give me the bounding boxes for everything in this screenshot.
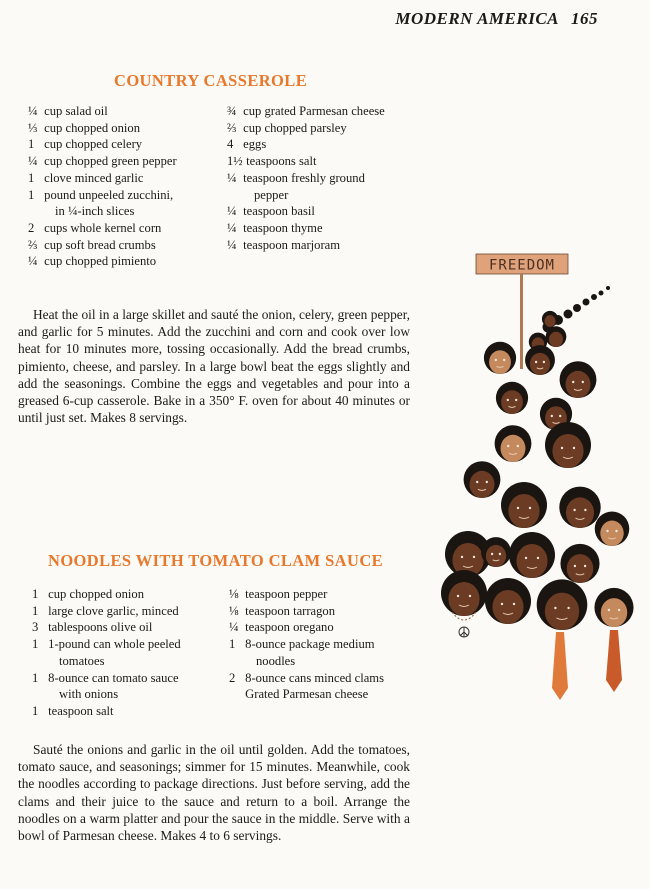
ingredient-text: teaspoon pepper [245, 587, 328, 601]
ingredient-quantity: ¼ [227, 220, 237, 235]
ingredient-quantity: 1 [229, 637, 236, 652]
sign-text: FREEDOM [488, 257, 556, 274]
ingredient-item [28, 170, 177, 187]
ingredient-text: Grated Parmesan cheese [245, 687, 369, 702]
ingredient-text: 8-ounce package medium [245, 637, 375, 652]
ingredient-item [227, 120, 385, 137]
ingredient-text: 8-ounce can tomato sauce [48, 670, 179, 685]
ingredient-item [227, 103, 385, 120]
ingredient-item [227, 170, 385, 187]
ingredient-text: cup chopped celery [44, 137, 143, 152]
ingredient-text: teaspoon oregano [245, 620, 334, 635]
ingredient-quantity: ⅔ [227, 120, 237, 135]
ingredient-text: cup salad oil [44, 104, 108, 118]
ingredient-quantity: 1 [32, 670, 39, 685]
ingredient-quantity: 2 [229, 670, 236, 685]
ingredient-quantity: ¼ [227, 204, 237, 219]
ingredient-quantity: 1 [32, 587, 39, 601]
ingredient-text: teaspoons salt [246, 154, 317, 169]
ingredient-text: cup chopped onion [44, 120, 140, 135]
ingredient-quantity: 4 [227, 137, 234, 152]
page-number: 165 [571, 9, 598, 28]
ingredient-text: large clove garlic, minced [48, 603, 179, 618]
recipe-method-noodles-clam-sauce: Sauté the onions and garlic in the oil until golden. Add the tomatoes, tomato sauce, and seasonings; simmer for 15 minutes. Meanwhile, cook the noodles according to package directions. Just before serving, add the clams and their juice to the sauce and return to a boil. Arrange the noodles on a warm platter and pour the sauce in the middle. Serve with a bowl of Parmesan cheese. Makes 4 to 6 servings. [18, 742, 410, 844]
ingredient-item [28, 103, 177, 120]
ingredient-quantity: ¼ [28, 254, 38, 269]
ingredient-column-right [227, 103, 385, 253]
ingredient-quantity: 1 [28, 137, 35, 152]
ingredient-item [28, 120, 177, 137]
ingredient-continuation: in ¼-inch slices [55, 204, 135, 219]
ingredient-quantity: ¼ [227, 237, 237, 252]
ingredient-quantity: 3 [32, 620, 39, 635]
ingredient-text: eggs [243, 137, 267, 152]
ingredient-item [227, 136, 385, 153]
freedom-crowd-illustration [438, 248, 638, 708]
ingredient-quantity: 2 [28, 220, 35, 235]
ingredient-text: cup chopped parsley [243, 120, 347, 135]
ingredient-text: teaspoon thyme [243, 220, 323, 235]
ingredient-quantity: 1 [32, 703, 39, 718]
ingredient-item [229, 686, 384, 703]
ingredient-quantity: ¼ [229, 620, 239, 635]
ingredient-quantity: ¼ [227, 170, 237, 185]
ingredient-item [28, 220, 177, 237]
ingredient-quantity: ¾ [227, 104, 237, 118]
ingredient-text: cup grated Parmesan cheese [243, 104, 385, 118]
crowd-faces [441, 311, 634, 700]
ingredient-item [227, 237, 385, 254]
ingredient-quantity: ⅓ [28, 120, 38, 135]
ingredient-item [32, 703, 181, 720]
ingredient-text: tablespoons olive oil [48, 620, 153, 635]
ingredient-text: cup chopped pimiento [44, 254, 157, 269]
ingredient-continuation: with onions [59, 687, 119, 702]
ingredient-quantity: 1 [28, 170, 35, 185]
ingredient-quantity: 1 [32, 603, 39, 618]
ingredient-text: cup chopped green pepper [44, 154, 177, 169]
ingredient-item [229, 670, 384, 687]
ingredient-item [229, 636, 384, 653]
ingredient-item [227, 203, 385, 220]
ingredient-item [28, 153, 177, 170]
ingredient-item [32, 636, 181, 653]
ingredient-quantity: ¼ [28, 104, 38, 118]
ingredient-continuation: noodles [256, 653, 296, 668]
ingredient-quantity: ⅔ [28, 237, 38, 252]
section-title: MODERN AMERICA [395, 9, 559, 28]
ingredient-column-right [229, 586, 384, 703]
ingredient-item [227, 153, 385, 170]
ingredient-item [32, 586, 181, 603]
ingredient-text: teaspoon basil [243, 204, 315, 219]
recipe-title-noodles-clam-sauce: NOODLES WITH TOMATO CLAM SAUCE [48, 551, 384, 570]
ingredient-item [28, 237, 177, 254]
recipe-title-country-casserole: COUNTRY CASSEROLE [114, 71, 308, 90]
ingredient-text: 8-ounce cans minced clams [245, 670, 384, 685]
ingredient-text: teaspoon tarragon [245, 603, 336, 618]
ingredient-quantity: ⅛ [229, 603, 239, 618]
ingredient-item [229, 586, 384, 603]
ingredient-continuation: pepper [254, 187, 289, 202]
ingredient-continuation: tomatoes [59, 653, 105, 668]
ingredient-quantity: 1 [32, 637, 39, 652]
ingredient-quantity: ¼ [28, 154, 38, 169]
recipe-method-country-casserole: Heat the oil in a large skillet and sauté the onion, celery, green pepper, and garlic for 5 minutes. Add the zucchini and corn and cook over low heat for 10 minutes more, tossing occasionally. Add the bread crumbs, pimiento, cheese, and parsley. In a large bowl beat the eggs slightly and add the seasonings. Combine the eggs and vegetables and pour into a greased 6-cup casserole. Bake in a 350° F. oven for about 40 minutes or until just set. Makes 8 servings. [18, 307, 410, 426]
ingredient-column-left [32, 586, 181, 720]
ingredient-text: 1-pound can whole peeled [48, 637, 181, 652]
ingredient-text: teaspoon marjoram [243, 237, 341, 252]
ingredient-item [229, 603, 384, 620]
ingredient-item [227, 220, 385, 237]
ingredient-text: cups whole kernel corn [44, 220, 162, 235]
ingredient-item [28, 136, 177, 153]
ingredient-item [28, 253, 177, 270]
ingredient-item [32, 619, 181, 636]
ingredient-quantity: ⅛ [229, 587, 239, 601]
ingredient-column-left [28, 103, 177, 270]
ingredient-text: cup soft bread crumbs [44, 237, 156, 252]
ingredient-text: pound unpeeled zucchini, [44, 187, 174, 202]
ingredient-quantity: 1½ [227, 154, 243, 169]
running-head [395, 9, 598, 29]
ingredient-text: cup chopped onion [48, 587, 144, 601]
ingredient-item [32, 603, 181, 620]
ingredient-item [32, 670, 181, 687]
ingredient-text: clove minced garlic [44, 170, 144, 185]
ingredient-quantity: 1 [28, 187, 35, 202]
ingredient-text: teaspoon salt [48, 703, 114, 718]
ingredient-item [28, 187, 177, 204]
ingredient-text: teaspoon freshly ground [243, 170, 365, 185]
ingredient-item [229, 619, 384, 636]
